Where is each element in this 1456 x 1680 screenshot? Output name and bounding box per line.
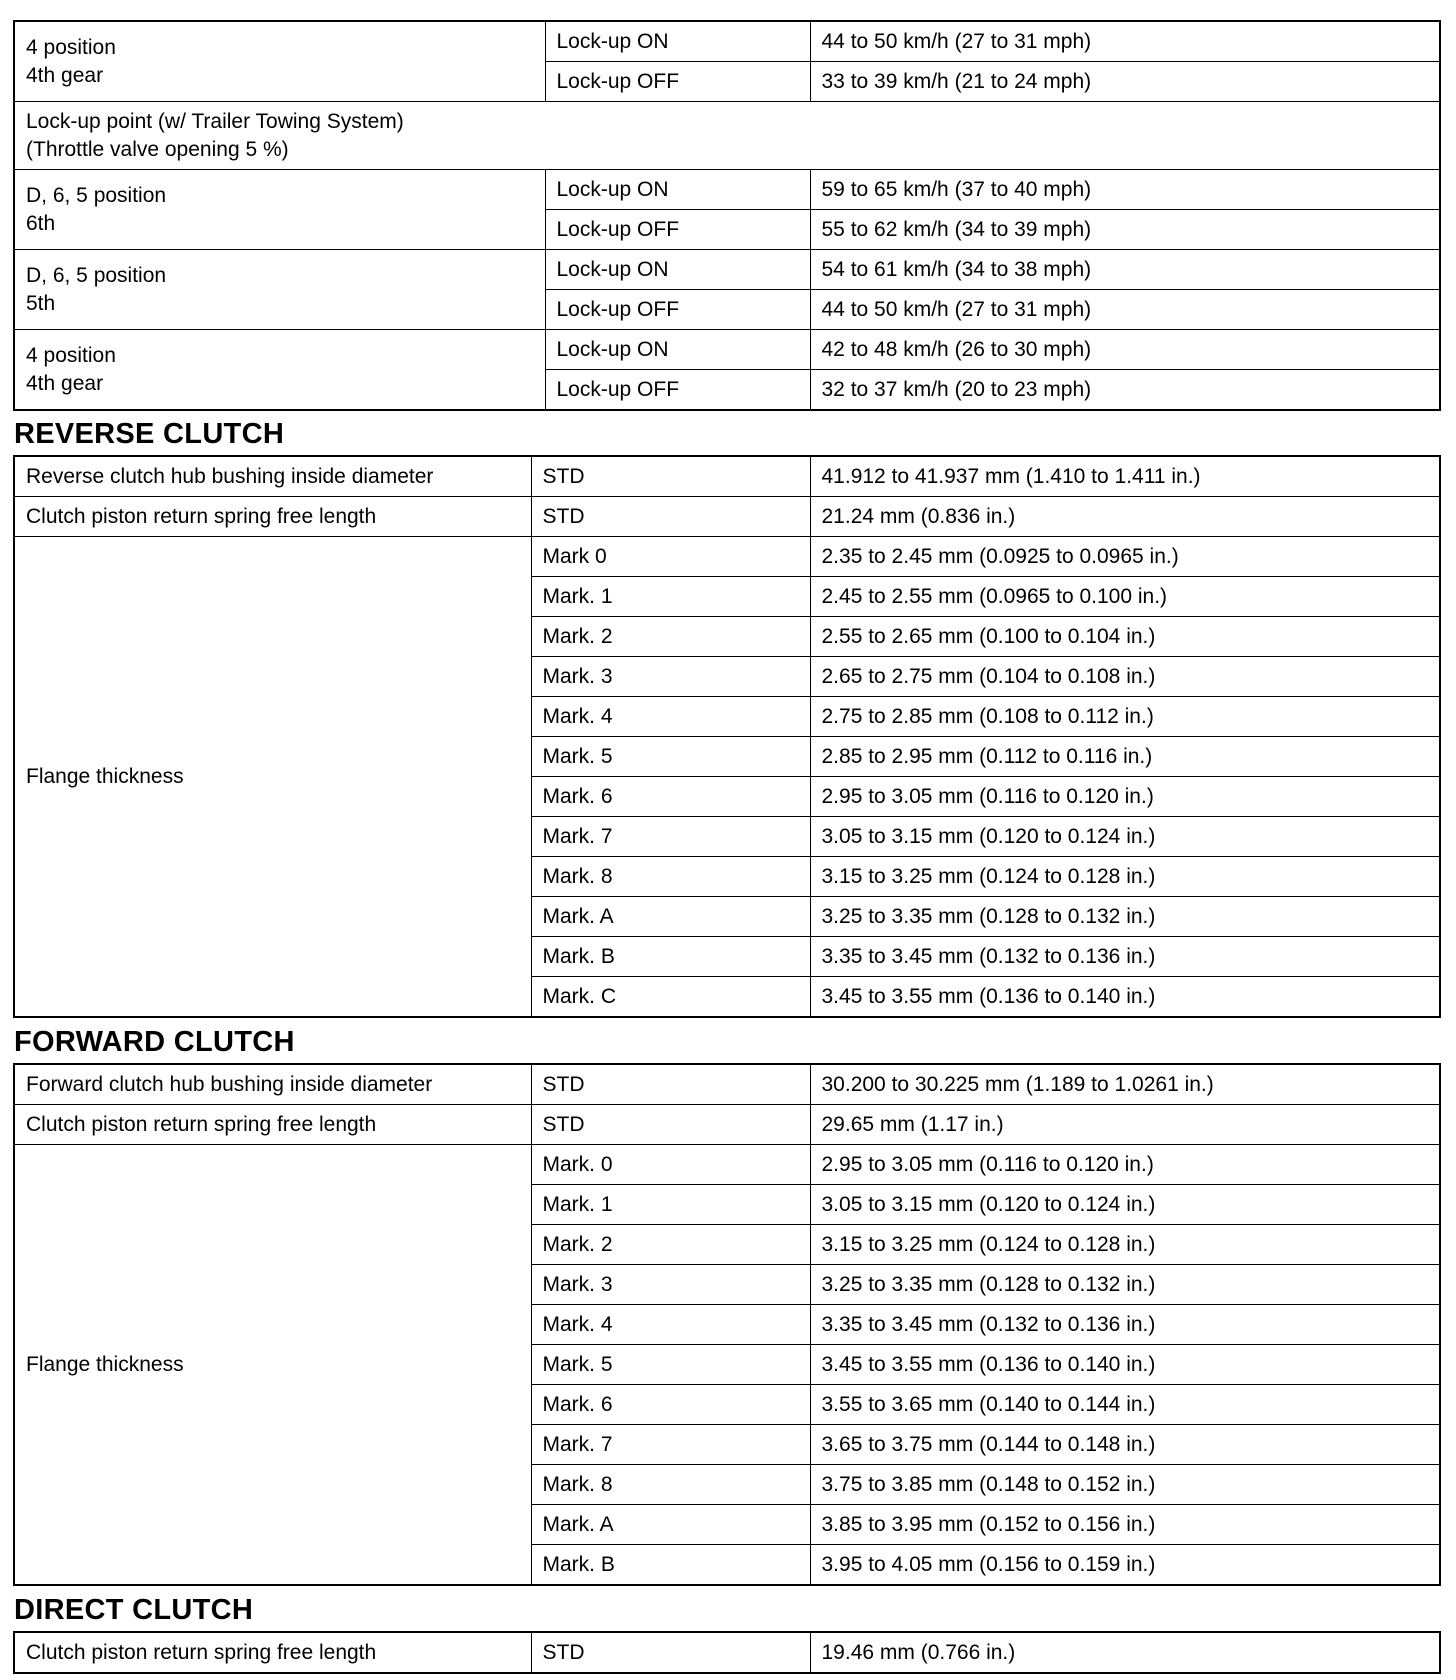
flange-mark: Mark. 5 (531, 737, 810, 777)
section-heading-forward-clutch: FORWARD CLUTCH (14, 1026, 295, 1058)
flange-value: 3.35 to 3.45 mm (0.132 to 0.136 in.) (810, 937, 1440, 977)
lockup-speed: 54 to 61 km/h (34 to 38 mph) (810, 250, 1440, 290)
flange-mark: Mark. A (531, 897, 810, 937)
flange-mark: Mark. 7 (531, 1425, 810, 1465)
lockup-state: Lock-up ON (545, 250, 810, 290)
lockup-state: Lock-up ON (545, 330, 810, 370)
spec-value: 29.65 mm (1.17 in.) (810, 1105, 1440, 1145)
flange-value: 3.05 to 3.15 mm (0.120 to 0.124 in.) (810, 817, 1440, 857)
table-row (14, 497, 1440, 537)
direct-clutch-table (13, 1631, 1441, 1674)
flange-mark: Mark. 3 (531, 1265, 810, 1305)
lockup-table (13, 20, 1441, 411)
flange-mark: Mark. 6 (531, 777, 810, 817)
lockup-speed: 59 to 65 km/h (37 to 40 mph) (810, 170, 1440, 210)
lockup-note-line1: Lock-up point (w/ Trailer Towing System) (26, 109, 404, 133)
spec-condition: STD (531, 456, 810, 497)
flange-thickness-label: Flange thickness (14, 1145, 531, 1586)
spec-item: Clutch piston return spring free length (14, 1632, 531, 1673)
flange-mark: Mark. 8 (531, 857, 810, 897)
flange-value: 2.95 to 3.05 mm (0.116 to 0.120 in.) (810, 777, 1440, 817)
table-row (14, 537, 1440, 577)
flange-value: 3.25 to 3.35 mm (0.128 to 0.132 in.) (810, 1265, 1440, 1305)
flange-mark: Mark 0 (531, 537, 810, 577)
lockup-note-line2: (Throttle valve opening 5 %) (26, 137, 289, 161)
flange-value: 2.65 to 2.75 mm (0.104 to 0.108 in.) (810, 657, 1440, 697)
lockup-speed: 33 to 39 km/h (21 to 24 mph) (810, 62, 1440, 102)
lockup-speed: 42 to 48 km/h (26 to 30 mph) (810, 330, 1440, 370)
position-cell (14, 250, 545, 330)
spec-value: 41.912 to 41.937 mm (1.410 to 1.411 in.) (810, 456, 1440, 497)
position-cell (14, 330, 545, 411)
flange-value: 3.15 to 3.25 mm (0.124 to 0.128 in.) (810, 857, 1440, 897)
lockup-speed: 44 to 50 km/h (27 to 31 mph) (810, 290, 1440, 330)
position-label: D, 6, 5 position (26, 183, 167, 207)
flange-mark: Mark. 4 (531, 697, 810, 737)
flange-mark: Mark. 0 (531, 1145, 810, 1185)
gear-label: 6th (26, 211, 56, 235)
flange-value: 2.45 to 2.55 mm (0.0965 to 0.100 in.) (810, 577, 1440, 617)
position-cell (14, 170, 545, 250)
position-label: 4 position (26, 35, 116, 59)
spec-item: Reverse clutch hub bushing inside diameter (14, 456, 531, 497)
flange-value: 3.65 to 3.75 mm (0.144 to 0.148 in.) (810, 1425, 1440, 1465)
lockup-speed: 44 to 50 km/h (27 to 31 mph) (810, 21, 1440, 62)
flange-value: 3.05 to 3.15 mm (0.120 to 0.124 in.) (810, 1185, 1440, 1225)
flange-value: 3.95 to 4.05 mm (0.156 to 0.159 in.) (810, 1545, 1440, 1586)
lockup-state: Lock-up ON (545, 21, 810, 62)
flange-thickness-label: Flange thickness (14, 537, 531, 1018)
spec-item: Clutch piston return spring free length (14, 1105, 531, 1145)
forward-clutch-table (13, 1063, 1441, 1586)
flange-mark: Mark. 1 (531, 577, 810, 617)
table-row (14, 21, 1440, 62)
position-label: D, 6, 5 position (26, 263, 167, 287)
flange-value: 2.35 to 2.45 mm (0.0925 to 0.0965 in.) (810, 537, 1440, 577)
flange-value: 3.45 to 3.55 mm (0.136 to 0.140 in.) (810, 1345, 1440, 1385)
spec-value: 30.200 to 30.225 mm (1.189 to 1.0261 in.) (810, 1064, 1440, 1105)
section-heading-direct-clutch: DIRECT CLUTCH (14, 1594, 254, 1626)
flange-value: 3.25 to 3.35 mm (0.128 to 0.132 in.) (810, 897, 1440, 937)
flange-value: 3.35 to 3.45 mm (0.132 to 0.136 in.) (810, 1305, 1440, 1345)
flange-value: 2.85 to 2.95 mm (0.112 to 0.116 in.) (810, 737, 1440, 777)
lockup-speed: 55 to 62 km/h (34 to 39 mph) (810, 210, 1440, 250)
flange-mark: Mark. 3 (531, 657, 810, 697)
flange-mark: Mark. B (531, 937, 810, 977)
gear-label: 4th gear (26, 63, 104, 87)
spec-condition: STD (531, 1105, 810, 1145)
table-row (14, 170, 1440, 210)
spec-condition: STD (531, 1064, 810, 1105)
flange-value: 3.45 to 3.55 mm (0.136 to 0.140 in.) (810, 977, 1440, 1018)
flange-mark: Mark. 1 (531, 1185, 810, 1225)
flange-value: 3.85 to 3.95 mm (0.152 to 0.156 in.) (810, 1505, 1440, 1545)
lockup-state: Lock-up OFF (545, 210, 810, 250)
flange-mark: Mark. 7 (531, 817, 810, 857)
flange-value: 3.15 to 3.25 mm (0.124 to 0.128 in.) (810, 1225, 1440, 1265)
section-heading-reverse-clutch: REVERSE CLUTCH (14, 418, 285, 450)
lockup-state: Lock-up OFF (545, 62, 810, 102)
table-row (14, 250, 1440, 290)
flange-mark: Mark. 2 (531, 617, 810, 657)
spec-value: 21.24 mm (0.836 in.) (810, 497, 1440, 537)
table-row (14, 1064, 1440, 1105)
lockup-state: Lock-up ON (545, 170, 810, 210)
table-row (14, 1632, 1440, 1673)
lockup-state: Lock-up OFF (545, 370, 810, 411)
spec-item: Clutch piston return spring free length (14, 497, 531, 537)
flange-value: 2.75 to 2.85 mm (0.108 to 0.112 in.) (810, 697, 1440, 737)
table-row (14, 102, 1440, 170)
flange-mark: Mark. 4 (531, 1305, 810, 1345)
gear-label: 5th (26, 291, 56, 315)
lockup-note (14, 102, 1440, 170)
flange-value: 2.55 to 2.65 mm (0.100 to 0.104 in.) (810, 617, 1440, 657)
flange-mark: Mark. 6 (531, 1385, 810, 1425)
reverse-clutch-table (13, 455, 1441, 1018)
table-row (14, 456, 1440, 497)
flange-mark: Mark. 8 (531, 1465, 810, 1505)
lockup-state: Lock-up OFF (545, 290, 810, 330)
flange-value: 2.95 to 3.05 mm (0.116 to 0.120 in.) (810, 1145, 1440, 1185)
flange-mark: Mark. A (531, 1505, 810, 1545)
flange-mark: Mark. B (531, 1545, 810, 1586)
flange-value: 3.55 to 3.65 mm (0.140 to 0.144 in.) (810, 1385, 1440, 1425)
flange-mark: Mark. C (531, 977, 810, 1018)
table-row (14, 330, 1440, 370)
position-cell (14, 21, 545, 102)
table-row (14, 1105, 1440, 1145)
lockup-speed: 32 to 37 km/h (20 to 23 mph) (810, 370, 1440, 411)
spec-value: 19.46 mm (0.766 in.) (810, 1632, 1440, 1673)
flange-mark: Mark. 5 (531, 1345, 810, 1385)
spec-condition: STD (531, 497, 810, 537)
flange-mark: Mark. 2 (531, 1225, 810, 1265)
spec-condition: STD (531, 1632, 810, 1673)
position-label: 4 position (26, 343, 116, 367)
spec-item: Forward clutch hub bushing inside diameter (14, 1064, 531, 1105)
gear-label: 4th gear (26, 371, 104, 395)
flange-value: 3.75 to 3.85 mm (0.148 to 0.152 in.) (810, 1465, 1440, 1505)
table-row (14, 1145, 1440, 1185)
